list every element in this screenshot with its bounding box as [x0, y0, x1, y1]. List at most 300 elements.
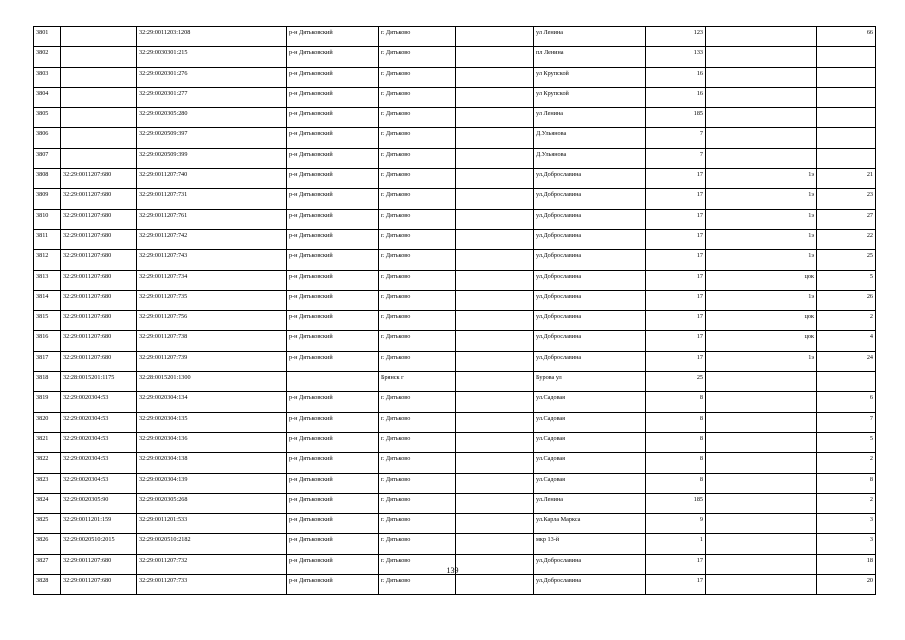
district-cell: р-н Дятьковский: [287, 47, 379, 67]
table-row: [34, 392, 876, 412]
table-row: [34, 331, 876, 351]
apartment-cell: [817, 87, 876, 107]
row-number-cell: 3821: [34, 432, 61, 452]
cadastral-number-cell: 32:29:0020304:139: [137, 473, 287, 493]
street-cell: ул.Доброславина: [534, 270, 646, 290]
city-cell: г. Дятьково: [379, 47, 456, 67]
cadastral-number-cell: 32:29:0030301:215: [137, 47, 287, 67]
row-number-cell: 3819: [34, 392, 61, 412]
table-row: [34, 311, 876, 331]
district-cell: р-н Дятьковский: [287, 209, 379, 229]
apartment-cell: 5: [817, 432, 876, 452]
apartment-cell: 2: [817, 453, 876, 473]
district-cell: р-н Дятьковский: [287, 250, 379, 270]
row-number-cell: 3812: [34, 250, 61, 270]
settlement-cell: [456, 392, 534, 412]
table-row: [34, 189, 876, 209]
table-row: [34, 412, 876, 432]
city-cell: Брянск г: [379, 372, 456, 392]
floor-cell: [706, 412, 817, 432]
house-cell: 16: [646, 67, 706, 87]
settlement-cell: [456, 493, 534, 513]
table-row: [34, 148, 876, 168]
city-cell: г. Дятьково: [379, 128, 456, 148]
floor-cell: цок: [706, 270, 817, 290]
house-cell: 17: [646, 575, 706, 595]
table-row: [34, 372, 876, 392]
house-cell: 17: [646, 189, 706, 209]
table-row: [34, 27, 876, 47]
district-cell: р-н Дятьковский: [287, 331, 379, 351]
cadastral-number-cell: 32:29:0011207:742: [137, 229, 287, 249]
settlement-cell: [456, 453, 534, 473]
parent-cadastral-number-cell: [61, 47, 137, 67]
settlement-cell: [456, 67, 534, 87]
district-cell: р-н Дятьковский: [287, 290, 379, 310]
street-cell: ул.Доброславина: [534, 554, 646, 574]
parent-cadastral-number-cell: 32:29:0011207:680: [61, 311, 137, 331]
district-cell: р-н Дятьковский: [287, 148, 379, 168]
house-cell: 185: [646, 493, 706, 513]
parent-cadastral-number-cell: 32:29:0011207:680: [61, 270, 137, 290]
district-cell: р-н Дятьковский: [287, 514, 379, 534]
apartment-cell: 22: [817, 229, 876, 249]
house-cell: 7: [646, 148, 706, 168]
apartment-cell: [817, 148, 876, 168]
district-cell: р-н Дятьковский: [287, 453, 379, 473]
district-cell: р-н Дятьковский: [287, 392, 379, 412]
row-number-cell: 3822: [34, 453, 61, 473]
cadastral-number-cell: 32:29:0020510:2182: [137, 534, 287, 554]
row-number-cell: 3803: [34, 67, 61, 87]
settlement-cell: [456, 47, 534, 67]
settlement-cell: [456, 229, 534, 249]
apartment-cell: 5: [817, 270, 876, 290]
row-number-cell: 3807: [34, 148, 61, 168]
parent-cadastral-number-cell: 32:29:0020305:90: [61, 493, 137, 513]
floor-cell: [706, 432, 817, 452]
street-cell: ул.Садовая: [534, 453, 646, 473]
apartment-cell: 20: [817, 575, 876, 595]
table-row: [34, 432, 876, 452]
row-number-cell: 3823: [34, 473, 61, 493]
parent-cadastral-number-cell: 32:29:0011207:680: [61, 189, 137, 209]
cadastral-number-cell: 32:29:0020509:399: [137, 148, 287, 168]
parent-cadastral-number-cell: 32:29:0011207:680: [61, 209, 137, 229]
floor-cell: [706, 473, 817, 493]
city-cell: г. Дятьково: [379, 432, 456, 452]
city-cell: г. Дятьково: [379, 392, 456, 412]
cadastral-number-cell: 32:29:0020509:397: [137, 128, 287, 148]
city-cell: г. Дятьково: [379, 209, 456, 229]
parent-cadastral-number-cell: [61, 27, 137, 47]
city-cell: г. Дятьково: [379, 87, 456, 107]
city-cell: г. Дятьково: [379, 575, 456, 595]
settlement-cell: [456, 108, 534, 128]
cadastral-number-cell: 32:29:0020304:136: [137, 432, 287, 452]
cadastral-number-cell: 32:29:0020304:138: [137, 453, 287, 473]
floor-cell: [706, 372, 817, 392]
street-cell: пл Ленина: [534, 47, 646, 67]
house-cell: 17: [646, 229, 706, 249]
district-cell: р-н Дятьковский: [287, 27, 379, 47]
row-number-cell: 3825: [34, 514, 61, 534]
table-body: [34, 27, 876, 595]
parent-cadastral-number-cell: [61, 108, 137, 128]
row-number-cell: 3818: [34, 372, 61, 392]
settlement-cell: [456, 311, 534, 331]
row-number-cell: 3809: [34, 189, 61, 209]
floor-cell: цок: [706, 311, 817, 331]
street-cell: ул Ленина: [534, 108, 646, 128]
cadastral-number-cell: 32:29:0020301:276: [137, 67, 287, 87]
city-cell: г. Дятьково: [379, 27, 456, 47]
table-row: [34, 351, 876, 371]
house-cell: 8: [646, 392, 706, 412]
street-cell: ул.Ленина: [534, 493, 646, 513]
row-number-cell: 3827: [34, 554, 61, 574]
house-cell: 17: [646, 250, 706, 270]
street-cell: ул.Садовая: [534, 473, 646, 493]
parent-cadastral-number-cell: 32:29:0011207:680: [61, 351, 137, 371]
street-cell: ул Крупской: [534, 87, 646, 107]
row-number-cell: 3813: [34, 270, 61, 290]
row-number-cell: 3826: [34, 534, 61, 554]
floor-cell: 1э: [706, 229, 817, 249]
apartment-cell: 27: [817, 209, 876, 229]
parent-cadastral-number-cell: 32:29:0020304:53: [61, 392, 137, 412]
floor-cell: [706, 47, 817, 67]
apartment-cell: 3: [817, 514, 876, 534]
settlement-cell: [456, 209, 534, 229]
apartment-cell: 3: [817, 534, 876, 554]
street-cell: ул Крупской: [534, 67, 646, 87]
street-cell: ул Ленина: [534, 27, 646, 47]
house-cell: 123: [646, 27, 706, 47]
city-cell: г. Дятьково: [379, 270, 456, 290]
table-row: [34, 514, 876, 534]
table-row: [34, 250, 876, 270]
table-row: [34, 534, 876, 554]
street-cell: ул.Доброславина: [534, 290, 646, 310]
apartment-cell: [817, 128, 876, 148]
apartment-cell: [817, 47, 876, 67]
district-cell: р-н Дятьковский: [287, 108, 379, 128]
parent-cadastral-number-cell: [61, 128, 137, 148]
street-cell: ул.Садовая: [534, 392, 646, 412]
settlement-cell: [456, 331, 534, 351]
cadastral-number-cell: 32:29:0020305:268: [137, 493, 287, 513]
parent-cadastral-number-cell: 32:29:0020304:53: [61, 453, 137, 473]
floor-cell: [706, 453, 817, 473]
house-cell: 17: [646, 311, 706, 331]
parent-cadastral-number-cell: 32:29:0011207:680: [61, 250, 137, 270]
parent-cadastral-number-cell: 32:29:0011207:680: [61, 331, 137, 351]
settlement-cell: [456, 87, 534, 107]
district-cell: р-н Дятьковский: [287, 128, 379, 148]
floor-cell: 1э: [706, 250, 817, 270]
apartment-cell: 23: [817, 189, 876, 209]
parent-cadastral-number-cell: 32:29:0011207:680: [61, 575, 137, 595]
parent-cadastral-number-cell: 32:29:0020304:53: [61, 412, 137, 432]
district-cell: р-н Дятьковский: [287, 473, 379, 493]
table-row: [34, 270, 876, 290]
parent-cadastral-number-cell: [61, 67, 137, 87]
settlement-cell: [456, 575, 534, 595]
apartment-cell: 7: [817, 412, 876, 432]
cadastral-number-cell: 32:29:0011207:739: [137, 351, 287, 371]
settlement-cell: [456, 169, 534, 189]
row-number-cell: 3828: [34, 575, 61, 595]
house-cell: 17: [646, 169, 706, 189]
cadastral-number-cell: 32:29:0011207:740: [137, 169, 287, 189]
cadastral-number-cell: 32:29:0011207:761: [137, 209, 287, 229]
street-cell: мкр 13-й: [534, 534, 646, 554]
house-cell: 17: [646, 554, 706, 574]
apartment-cell: [817, 108, 876, 128]
settlement-cell: [456, 290, 534, 310]
table-row: [34, 209, 876, 229]
floor-cell: 1э: [706, 351, 817, 371]
apartment-cell: 25: [817, 250, 876, 270]
floor-cell: [706, 87, 817, 107]
street-cell: ул.Доброславина: [534, 575, 646, 595]
street-cell: ул.Доброславина: [534, 331, 646, 351]
house-cell: 133: [646, 47, 706, 67]
cadastral-number-cell: 32:29:0011207:732: [137, 554, 287, 574]
cadastral-number-cell: 32:29:0011207:743: [137, 250, 287, 270]
apartment-cell: 21: [817, 169, 876, 189]
city-cell: г. Дятьково: [379, 169, 456, 189]
table-row: [34, 108, 876, 128]
district-cell: р-н Дятьковский: [287, 554, 379, 574]
settlement-cell: [456, 534, 534, 554]
register-table: [33, 26, 876, 595]
floor-cell: 1э: [706, 290, 817, 310]
row-number-cell: 3817: [34, 351, 61, 371]
apartment-cell: 26: [817, 290, 876, 310]
street-cell: ул.Доброславина: [534, 351, 646, 371]
cadastral-number-cell: 32:29:0011207:738: [137, 331, 287, 351]
street-cell: ул.Садовая: [534, 412, 646, 432]
floor-cell: цок: [706, 331, 817, 351]
parent-cadastral-number-cell: 32:29:0020304:53: [61, 432, 137, 452]
house-cell: 8: [646, 432, 706, 452]
table-row: [34, 290, 876, 310]
table-row: [34, 169, 876, 189]
floor-cell: 1э: [706, 189, 817, 209]
city-cell: г. Дятьково: [379, 311, 456, 331]
apartment-cell: 8: [817, 473, 876, 493]
parent-cadastral-number-cell: 32:28:0015201:1175: [61, 372, 137, 392]
house-cell: 16: [646, 87, 706, 107]
district-cell: р-н Дятьковский: [287, 412, 379, 432]
row-number-cell: 3820: [34, 412, 61, 432]
table-row: [34, 229, 876, 249]
apartment-cell: 2: [817, 493, 876, 513]
floor-cell: 1э: [706, 209, 817, 229]
apartment-cell: 6: [817, 392, 876, 412]
parent-cadastral-number-cell: 32:29:0020304:53: [61, 473, 137, 493]
city-cell: г. Дятьково: [379, 554, 456, 574]
district-cell: р-н Дятьковский: [287, 534, 379, 554]
floor-cell: [706, 493, 817, 513]
street-cell: ул.Доброславина: [534, 311, 646, 331]
street-cell: Д.Ульянова: [534, 128, 646, 148]
district-cell: р-н Дятьковский: [287, 169, 379, 189]
district-cell: р-н Дятьковский: [287, 229, 379, 249]
table-row: [34, 453, 876, 473]
apartment-cell: 4: [817, 331, 876, 351]
row-number-cell: 3815: [34, 311, 61, 331]
city-cell: г. Дятьково: [379, 250, 456, 270]
house-cell: 7: [646, 128, 706, 148]
row-number-cell: 3824: [34, 493, 61, 513]
cadastral-number-cell: 32:29:0011203:1208: [137, 27, 287, 47]
floor-cell: [706, 108, 817, 128]
house-cell: 17: [646, 270, 706, 290]
floor-cell: [706, 27, 817, 47]
floor-cell: [706, 534, 817, 554]
parent-cadastral-number-cell: 32:29:0011201:159: [61, 514, 137, 534]
settlement-cell: [456, 473, 534, 493]
house-cell: 8: [646, 412, 706, 432]
table-row: [34, 473, 876, 493]
parent-cadastral-number-cell: 32:29:0011207:680: [61, 290, 137, 310]
apartment-cell: 66: [817, 27, 876, 47]
parent-cadastral-number-cell: 32:29:0011207:680: [61, 554, 137, 574]
apartment-cell: 24: [817, 351, 876, 371]
settlement-cell: [456, 189, 534, 209]
parent-cadastral-number-cell: 32:29:0020510:2015: [61, 534, 137, 554]
floor-cell: [706, 392, 817, 412]
row-number-cell: 3804: [34, 87, 61, 107]
table-row: [34, 67, 876, 87]
district-cell: р-н Дятьковский: [287, 270, 379, 290]
street-cell: Бурова ул: [534, 372, 646, 392]
parent-cadastral-number-cell: 32:29:0011207:680: [61, 169, 137, 189]
apartment-cell: [817, 67, 876, 87]
settlement-cell: [456, 432, 534, 452]
settlement-cell: [456, 351, 534, 371]
house-cell: 17: [646, 209, 706, 229]
city-cell: г. Дятьково: [379, 473, 456, 493]
parent-cadastral-number-cell: 32:29:0011207:680: [61, 229, 137, 249]
house-cell: 8: [646, 453, 706, 473]
district-cell: р-н Дятьковский: [287, 575, 379, 595]
parent-cadastral-number-cell: [61, 148, 137, 168]
cadastral-number-cell: 32:29:0020304:135: [137, 412, 287, 432]
cadastral-number-cell: 32:29:0011207:734: [137, 270, 287, 290]
floor-cell: [706, 148, 817, 168]
table-row: [34, 575, 876, 595]
city-cell: г. Дятьково: [379, 514, 456, 534]
floor-cell: [706, 67, 817, 87]
table-row: [34, 87, 876, 107]
district-cell: р-н Дятьковский: [287, 432, 379, 452]
row-number-cell: 3814: [34, 290, 61, 310]
city-cell: г. Дятьково: [379, 290, 456, 310]
city-cell: г. Дятьково: [379, 534, 456, 554]
apartment-cell: [817, 372, 876, 392]
floor-cell: [706, 575, 817, 595]
city-cell: г. Дятьково: [379, 453, 456, 473]
city-cell: г. Дятьково: [379, 108, 456, 128]
street-cell: ул.Доброславина: [534, 189, 646, 209]
street-cell: ул.Доброславина: [534, 229, 646, 249]
district-cell: р-н Дятьковский: [287, 67, 379, 87]
house-cell: 17: [646, 290, 706, 310]
apartment-cell: 2: [817, 311, 876, 331]
street-cell: ул.Доброславина: [534, 169, 646, 189]
row-number-cell: 3810: [34, 209, 61, 229]
row-number-cell: 3806: [34, 128, 61, 148]
street-cell: ул.Карла Маркса: [534, 514, 646, 534]
cadastral-number-cell: 32:29:0020301:277: [137, 87, 287, 107]
row-number-cell: 3816: [34, 331, 61, 351]
table-row: [34, 493, 876, 513]
cadastral-number-cell: 32:29:0011207:733: [137, 575, 287, 595]
floor-cell: [706, 514, 817, 534]
house-cell: 9: [646, 514, 706, 534]
street-cell: ул.Доброславина: [534, 250, 646, 270]
house-cell: 25: [646, 372, 706, 392]
apartment-cell: 18: [817, 554, 876, 574]
house-cell: 8: [646, 473, 706, 493]
district-cell: р-н Дятьковский: [287, 189, 379, 209]
house-cell: 17: [646, 331, 706, 351]
city-cell: г. Дятьково: [379, 229, 456, 249]
settlement-cell: [456, 250, 534, 270]
cadastral-number-cell: 32:29:0020304:134: [137, 392, 287, 412]
cadastral-number-cell: 32:29:0011201:533: [137, 514, 287, 534]
city-cell: г. Дятьково: [379, 331, 456, 351]
table-row: [34, 47, 876, 67]
table-row: [34, 128, 876, 148]
settlement-cell: [456, 372, 534, 392]
street-cell: ул.Доброславина: [534, 209, 646, 229]
row-number-cell: 3805: [34, 108, 61, 128]
cadastral-number-cell: 32:29:0020305:280: [137, 108, 287, 128]
row-number-cell: 3801: [34, 27, 61, 47]
district-cell: р-н Дятьковский: [287, 493, 379, 513]
row-number-cell: 3802: [34, 47, 61, 67]
page-number: 139: [446, 566, 459, 575]
parent-cadastral-number-cell: [61, 87, 137, 107]
city-cell: г. Дятьково: [379, 148, 456, 168]
house-cell: 1: [646, 534, 706, 554]
cadastral-number-cell: 32:29:0011207:731: [137, 189, 287, 209]
district-cell: р-н Дятьковский: [287, 311, 379, 331]
house-cell: 17: [646, 351, 706, 371]
city-cell: г. Дятьково: [379, 351, 456, 371]
floor-cell: [706, 128, 817, 148]
district-cell: [287, 372, 379, 392]
district-cell: р-н Дятьковский: [287, 351, 379, 371]
settlement-cell: [456, 128, 534, 148]
street-cell: Д.Ульянова: [534, 148, 646, 168]
settlement-cell: [456, 27, 534, 47]
city-cell: г. Дятьково: [379, 189, 456, 209]
row-number-cell: 3808: [34, 169, 61, 189]
row-number-cell: 3811: [34, 229, 61, 249]
cadastral-number-cell: 32:28:0015201:1300: [137, 372, 287, 392]
cadastral-number-cell: 32:29:0011207:756: [137, 311, 287, 331]
cadastral-number-cell: 32:29:0011207:735: [137, 290, 287, 310]
city-cell: г. Дятьково: [379, 493, 456, 513]
street-cell: ул.Садовая: [534, 432, 646, 452]
settlement-cell: [456, 514, 534, 534]
